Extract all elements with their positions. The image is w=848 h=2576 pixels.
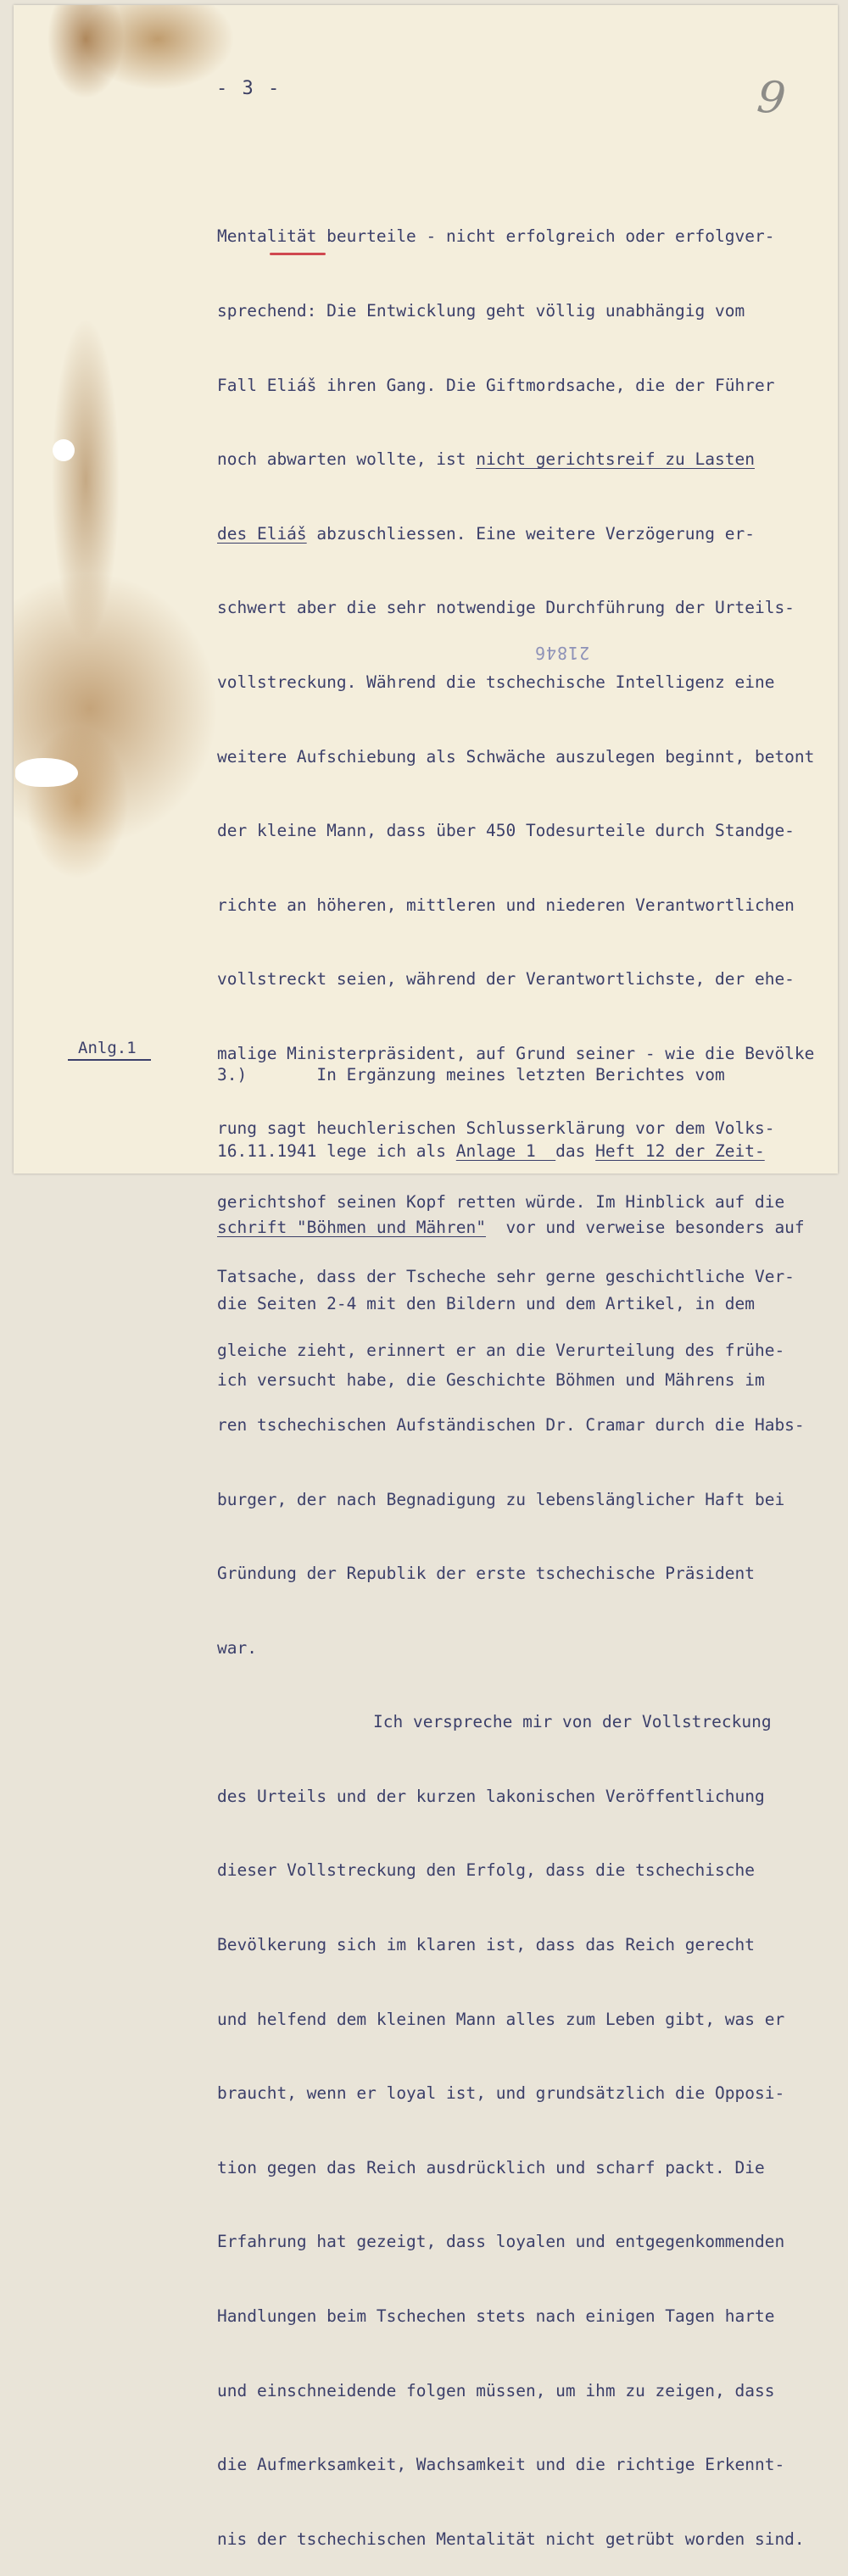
underlined-phrase: nicht gerichtsreif zu Lasten (476, 449, 755, 470)
underlined-phrase: schrift "Böhmen und Mähren" (217, 1218, 486, 1237)
text-line: gerichtshof seinen Kopf retten würde. Im Hinblick auf die (217, 1192, 785, 1213)
text-line: Gründung der Republik der erste tschechische Präsident (217, 1564, 755, 1584)
text-line: der kleine Mann, dass über 450 Todesurteile durch Standge- (217, 821, 795, 841)
text-line: burger, der nach Begnadigung zu lebenslänglicher Haft bei (217, 1489, 785, 1509)
text-fragment: noch abwarten wollte, ist (217, 449, 477, 470)
text-line: vollstreckung. Während die tschechische Intelligenz eine (217, 672, 775, 692)
text-line: vollstreckt seien, während der Verantwortlichste, der ehe- (217, 969, 795, 990)
text-line: ren tschechischen Aufständischen Dr. Cramar durch die Habs- (217, 1414, 805, 1435)
text-line: die Aufmerksamkeit, Wachsamkeit und die richtige Erkennt- (217, 2455, 785, 2475)
margin-note-underline (68, 1059, 151, 1061)
folio-number: 9 (754, 71, 789, 125)
text-fragment: das (555, 1141, 596, 1161)
text-line: war. (217, 1637, 257, 1658)
text-line: 3.) In Ergänzung meines letzten Berichtes vom (217, 1065, 725, 1084)
margin-note-attachment: Anlg.1 (78, 1039, 137, 1057)
underlined-phrase: Heft 12 der Zeit- (595, 1141, 765, 1161)
text-line: und helfend dem kleinen Mann alles zum Leben gibt, was er (217, 2009, 785, 2029)
text-line (217, 1215, 828, 1241)
text-line (217, 1139, 828, 1164)
text-line: Tatsache, dass der Tscheche sehr gerne geschichtliche Ver- (217, 1266, 795, 1286)
text-line: Handlungen beim Tschechen stets nach einigen Tagen harte (217, 2306, 775, 2327)
text-line: ich versucht habe, die Geschichte Böhmen und Mährens im (217, 1370, 765, 1390)
text-line: Fall Eliáš ihren Gang. Die Giftmordsache, die der Führer (217, 375, 775, 395)
section-3 (217, 1012, 828, 1419)
text-line: Ich verspreche mir von der Vollstreckung (373, 1712, 772, 1732)
text-line: Erfahrung hat gezeigt, dass loyalen und entgegenkommenden (217, 2232, 785, 2252)
text-line: richte an höheren, mittleren und niederen Verantwortlichen (217, 895, 795, 915)
stamp-number: 21846 (534, 643, 590, 663)
text-line: des Urteils und der kurzen lakonischen Veröffentlichung (217, 1786, 765, 1806)
text-line: Bevölkerung sich im klaren ist, dass das Reich gerecht (217, 1935, 755, 1955)
text-line (217, 447, 828, 471)
text-fragment: abzuschliessen. Eine weitere Verzögerung er- (306, 523, 755, 544)
text-line: weitere Aufschiebung als Schwäche auszulegen beginnt, betont (217, 746, 815, 767)
text-line: tion gegen das Reich ausdrücklich und scharf packt. Die (217, 2157, 765, 2177)
text-line: malige Ministerpräsident, auf Grund seiner - wie die Bevölke (217, 1043, 815, 1063)
text-line: und einschneidende folgen müssen, um ihm zu zeigen, dass (217, 2380, 775, 2400)
text-line: rung sagt heuchlerischen Schlusserklärung vor dem Volks- (217, 1118, 775, 1138)
text-line: gleiche zieht, erinnert er an die Verurteilung des frühe- (217, 1341, 785, 1361)
text-line: braucht, wenn er loyal ist, und grundsätzlich die Opposi- (217, 2083, 785, 2104)
underlined-phrase: des Eliáš (217, 523, 307, 544)
underlined-phrase: Anlage 1 (455, 1141, 556, 1161)
text-line: die Seiten 2-4 mit den Bildern und dem Artikel, in dem (217, 1294, 755, 1313)
text-line: dieser Vollstreckung den Erfolg, dass die tschechische (217, 1860, 755, 1881)
text-fragment: 16.11.1941 lege ich als (217, 1141, 456, 1161)
page-number: - 3 - (216, 78, 282, 99)
text-fragment: vor und verweise besonders auf (485, 1218, 805, 1237)
text-line: schwert aber die sehr notwendige Durchführung der Urteils- (217, 598, 795, 618)
punch-hole-upper (53, 439, 75, 461)
text-line (217, 521, 828, 546)
text-line: nis der tschechischen Mentalität nicht getrübt worden sind. (217, 2529, 805, 2549)
punch-hole-lower (15, 758, 78, 787)
text-line: sprechend: Die Entwicklung geht völlig unabhängig vom (217, 301, 745, 321)
text-line: Mentalität beurteile - nicht erfolgreich oder erfolgver- (217, 226, 775, 247)
